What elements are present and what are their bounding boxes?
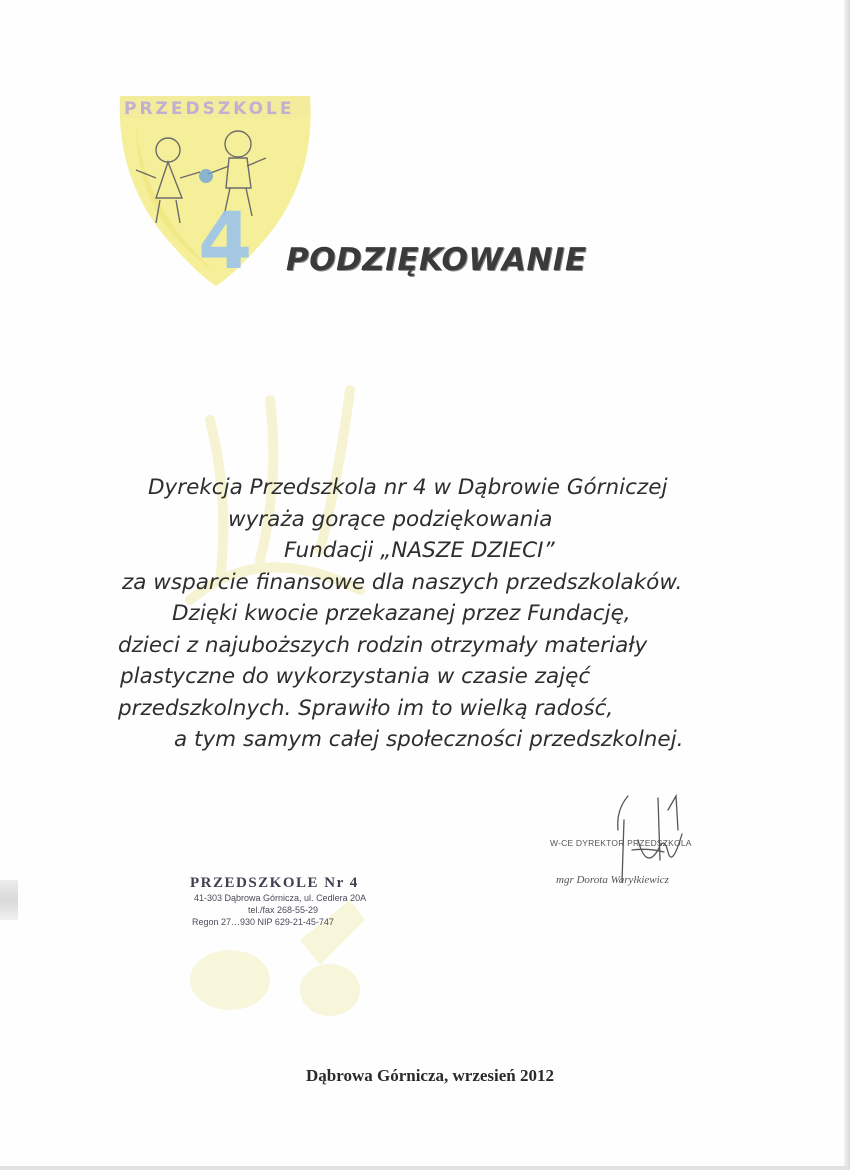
stamp-name: PRZEDSZKOLE Nr 4	[190, 875, 359, 891]
body-line: Fundacji „NASZE DZIECI”	[284, 538, 555, 563]
signature-block	[548, 790, 718, 900]
body-line: przedszkolnych. Sprawiło im to wielką radość,	[118, 695, 614, 721]
stamp-registration: Regon 27…930 NIP 629-21-45-747	[192, 917, 334, 927]
logo-number: 4	[198, 197, 253, 287]
stamp-phone: tel./fax 268-55-29	[248, 905, 319, 915]
body-line: za wsparcie finansowe dla naszych przedszkolaków.	[122, 569, 683, 595]
body-line: a tym samym całej społeczności przedszkolnej.	[174, 727, 684, 752]
body-text	[100, 472, 790, 756]
signatory-role: W-CE DYREKTOR PRZEDSZKOLA	[550, 838, 692, 848]
institution-stamp	[190, 875, 390, 928]
svg-text:PRZEDSZKOLE: PRZEDSZKOLE	[124, 99, 295, 119]
body-line: dzieci z najuboższych rodzin otrzymały materiały	[118, 632, 648, 658]
scan-edge	[0, 880, 18, 920]
stamp-address: 41-303 Dąbrowa Górnicza, ul. Cedlera 20A	[194, 893, 367, 903]
body-line: plastyczne do wykorzystania w czasie zajęć	[120, 664, 591, 689]
signatory-name: mgr Dorota Waryłkiewicz	[556, 874, 669, 886]
body-line: Dyrekcja Przedszkola nr 4 w Dąbrowie Górniczej	[148, 475, 668, 500]
logo-banner	[124, 99, 294, 119]
body-line: wyraża gorące podziękowania	[228, 506, 553, 532]
scan-edge	[844, 0, 850, 1170]
body-line: Dzięki kwocie przekazanej przez Fundację,	[172, 601, 631, 626]
document-title: PODZIĘKOWANIE	[286, 242, 587, 278]
place-and-date: Dąbrowa Górnicza, wrzesień 2012	[305, 1066, 555, 1085]
scan-edge	[0, 1166, 850, 1170]
